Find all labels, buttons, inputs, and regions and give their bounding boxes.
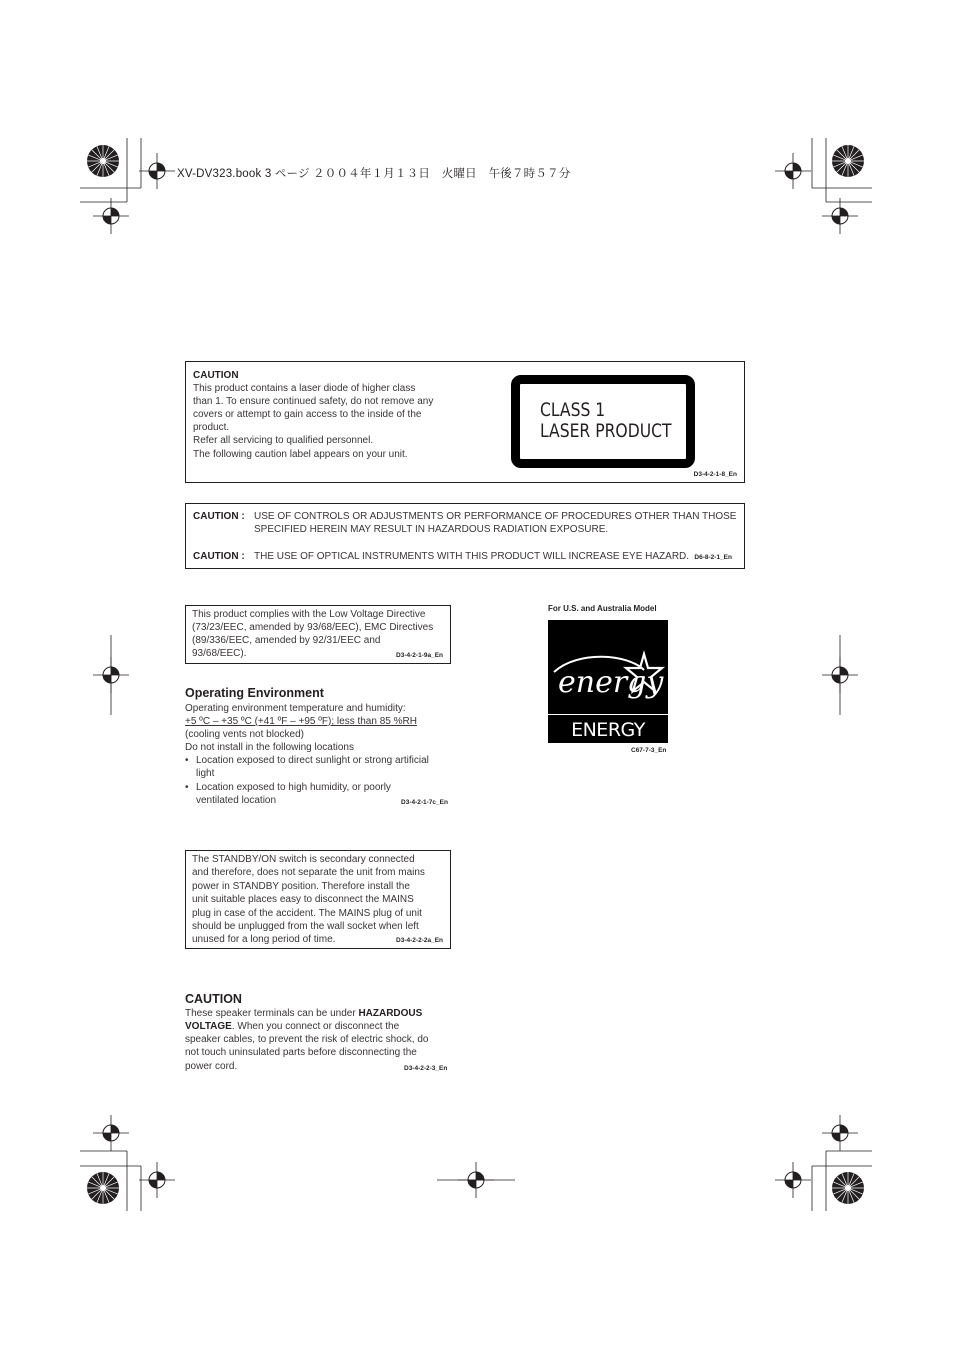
standby-line: power in STANDBY position. Therefore install the bbox=[192, 880, 410, 892]
standby-box bbox=[185, 850, 451, 949]
speaker-caution-text bbox=[185, 1007, 455, 1073]
voltage-emphasis: VOLTAGE bbox=[185, 1021, 232, 1032]
speaker-caution-heading: CAUTION bbox=[185, 992, 242, 1006]
laser-label-line1: CLASS 1 bbox=[540, 399, 606, 421]
speaker-caution-line: speaker cables, to prevent the risk of electric shock, do bbox=[185, 1034, 429, 1045]
laser-caution-line: Refer all servicing to qualified personnel. bbox=[193, 435, 374, 446]
laser-caution-line: covers or attempt to gain access to the inside of the bbox=[193, 409, 422, 420]
standby-line: and therefore, does not separate the unit from mains bbox=[192, 867, 425, 879]
radiation-caution-box bbox=[185, 503, 745, 569]
energy-star-text: ENERGY STAR bbox=[571, 719, 645, 767]
laser-caution-text bbox=[193, 382, 493, 461]
operating-environment-heading: Operating Environment bbox=[185, 686, 324, 700]
standby-line: should be unplugged from the wall socket when left bbox=[192, 921, 419, 933]
bullet-line: light bbox=[196, 768, 215, 779]
low-voltage-line: This product complies with the Low Voltage Directive bbox=[192, 609, 426, 620]
operating-env-bullet bbox=[185, 754, 455, 780]
operating-env-line: Do not install in the following locations bbox=[185, 742, 354, 753]
operating-environment-text bbox=[185, 702, 455, 807]
standby-line: The STANDBY/ON switch is secondary connected bbox=[192, 854, 415, 865]
laser-caution-line: This product contains a laser diode of higher class bbox=[193, 383, 416, 394]
operating-env-line: (cooling vents not blocked) bbox=[185, 729, 304, 740]
bullet-line: ventilated location bbox=[196, 795, 277, 806]
speaker-caution-line: power cord. bbox=[185, 1061, 238, 1072]
speaker-caution-code: D3-4-2-2-3_En bbox=[404, 1065, 448, 1072]
caution-text-optical bbox=[254, 550, 689, 563]
caution-text-line: THE USE OF OPTICAL INSTRUMENTS WITH THIS PRODUCT WILL INCREASE EYE HAZARD. bbox=[254, 551, 690, 562]
energy-script-text: energy bbox=[558, 665, 664, 700]
speaker-caution-line: not touch uninsulated parts before disconnecting the bbox=[185, 1047, 417, 1058]
laser-caution-title: CAUTION bbox=[193, 370, 239, 381]
low-voltage-line: (89/336/EEC, amended by 92/31/EEC and bbox=[192, 635, 381, 646]
caution-text-line: SPECIFIED HEREIN MAY RESULT IN HAZARDOUS RADIATION EXPOSURE. bbox=[254, 524, 609, 535]
energy-star-code: C67-7-3_En bbox=[631, 747, 667, 754]
class1-laser-label bbox=[511, 375, 695, 468]
bullet-symbol: • bbox=[185, 782, 189, 793]
caution-label: CAUTION : bbox=[193, 551, 245, 562]
caution-text-line: USE OF CONTROLS OR ADJUSTMENTS OR PERFORMANCE OF PROCEDURES OTHER THAN THOSE bbox=[254, 511, 737, 522]
radiation-caution-code: D6-8-2-1_En bbox=[694, 554, 732, 561]
operating-env-range: +5 ºC – +35 ºC (+41 ºF – +95 ºF); less than 85 %RH bbox=[185, 716, 417, 727]
laser-label-line2: LASER PRODUCT bbox=[540, 420, 672, 442]
standby-line: plug in case of the accident. The MAINS plug of unit bbox=[192, 907, 422, 919]
speaker-caution-text-part: These speaker terminals can be under bbox=[185, 1008, 359, 1019]
caution-label: CAUTION : bbox=[193, 511, 245, 522]
low-voltage-line: 93/68/EEC). bbox=[192, 648, 247, 659]
speaker-caution-text-part: . When you connect or disconnect the bbox=[231, 1021, 400, 1032]
standby-code: D3-4-2-2-2a_En bbox=[396, 937, 443, 944]
energy-star-emblem bbox=[548, 620, 668, 717]
operating-environment-code: D3-4-2-1-7c_En bbox=[401, 799, 448, 806]
low-voltage-code: D3-4-2-1-9a_En bbox=[396, 652, 443, 659]
standby-line: unused for a long period of time. bbox=[192, 934, 336, 946]
laser-caution-line: The following caution label appears on your unit. bbox=[193, 449, 408, 460]
laser-caution-line: product. bbox=[193, 422, 230, 433]
bullet-symbol: • bbox=[185, 755, 189, 766]
hazardous-emphasis: HAZARDOUS bbox=[358, 1008, 423, 1019]
low-voltage-box bbox=[185, 605, 451, 664]
bullet-line: Location exposed to direct sunlight or strong artificial bbox=[196, 755, 429, 766]
laser-caution-code: D3-4-2-1-8_En bbox=[693, 471, 737, 478]
laser-caution-line: than 1. To ensure continued safety, do not remove any bbox=[193, 396, 434, 407]
bullet-line: Location exposed to high humidity, or poorly bbox=[196, 782, 391, 793]
low-voltage-line: (73/23/EEC, amended by 93/68/EEC), EMC Directives bbox=[192, 622, 434, 633]
operating-env-line: Operating environment temperature and humidity: bbox=[185, 703, 406, 714]
book-header-line: XV-DV323.book 3 ページ ２００４年１月１３日 火曜日 午後７時５７分 bbox=[177, 168, 571, 180]
caution-text-controls bbox=[254, 510, 736, 536]
standby-line: unit suitable places easy to disconnect the MAINS bbox=[192, 894, 414, 906]
energy-star-caption: For U.S. and Australia Model bbox=[548, 604, 657, 613]
